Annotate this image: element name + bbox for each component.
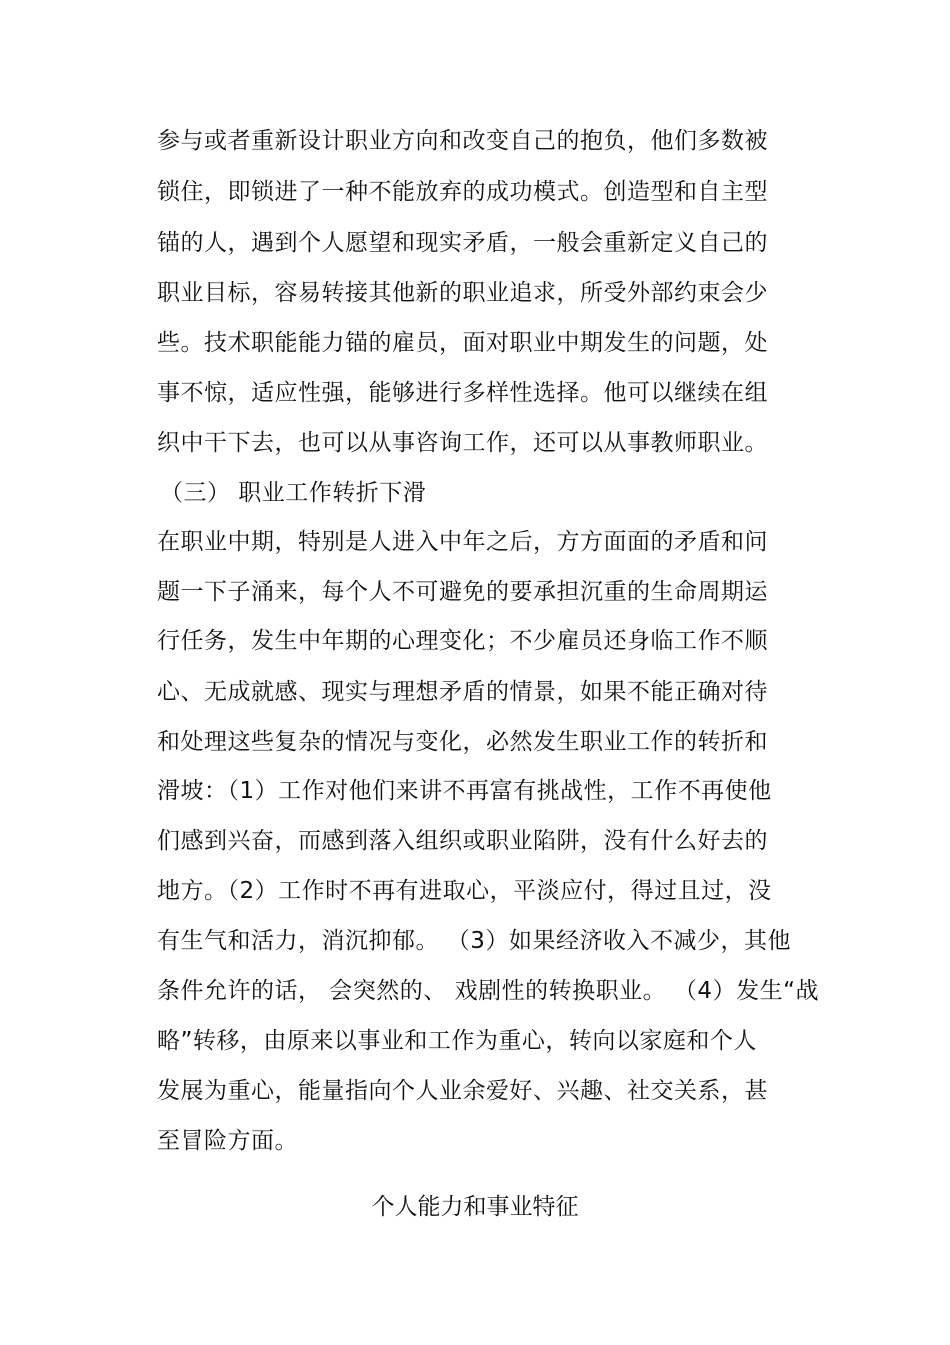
paragraph-line: 题一下子涌来，每个人不可避免的要承担沉重的生命周期运 <box>157 579 768 605</box>
paragraph-line: 和处理这些复杂的情况与变化，必然发生职业工作的转折和 <box>157 729 768 755</box>
paragraph-line: 职业目标，容易转接其他新的职业追求，所受外部约束会少 <box>157 280 768 306</box>
paragraph-line: 至冒险方面。 <box>157 1128 298 1154</box>
paragraph-line: 织中干下去，也可以从事咨询工作，还可以从事教师职业。 <box>157 430 768 456</box>
paragraph-line: 略”转移，由原来以事业和工作为重心，转向以家庭和个人 <box>157 1028 757 1054</box>
paragraph-line: 事不惊，适应性强，能够进行多样性选择。他可以继续在组 <box>157 380 768 406</box>
section-heading: （三） 职业工作转折下滑 <box>160 480 427 506</box>
paragraph-line: 有生气和活力，消沉抑郁。 （3）如果经济收入不减少，其他 <box>157 928 791 954</box>
page-title: 个人能力和事业特征 <box>371 1194 579 1220</box>
paragraph-line: 心、无成就感、现实与理想矛盾的情景，如果不能正确对待 <box>157 679 768 705</box>
paragraph-line: 滑坡：（1）工作对他们来讲不再富有挑战性，工作不再使他 <box>157 778 772 804</box>
paragraph-line: 在职业中期，特别是人进入中年之后，方方面面的矛盾和问 <box>157 529 768 555</box>
paragraph-line: 行任务，发生中年期的心理变化；不少雇员还身临工作不顺 <box>157 628 768 654</box>
paragraph-line: 锚的人，遇到个人愿望和现实矛盾，一般会重新定义自己的 <box>157 230 768 256</box>
paragraph-line: 锁住，即锁进了一种不能放弃的成功模式。创造型和自主型 <box>157 179 768 205</box>
paragraph-line: 参与或者重新设计职业方向和改变自己的抱负，他们多数被 <box>157 128 768 154</box>
paragraph-line: 发展为重心，能量指向个人业余爱好、兴趣、社交关系，甚 <box>157 1078 768 1104</box>
paragraph-line: 条件允许的话， 会突然的、 戏剧性的转换职业。 （4）发生“战 <box>157 978 819 1004</box>
paragraph-line: 地方。（2）工作时不再有进取心，平淡应付，得过且过，没 <box>157 878 772 904</box>
paragraph-line: 些。技术职能能力锚的雇员，面对职业中期发生的问题，处 <box>157 330 768 356</box>
paragraph-line: 们感到兴奋，而感到落入组织或职业陷阱，没有什么好去的 <box>157 828 768 854</box>
